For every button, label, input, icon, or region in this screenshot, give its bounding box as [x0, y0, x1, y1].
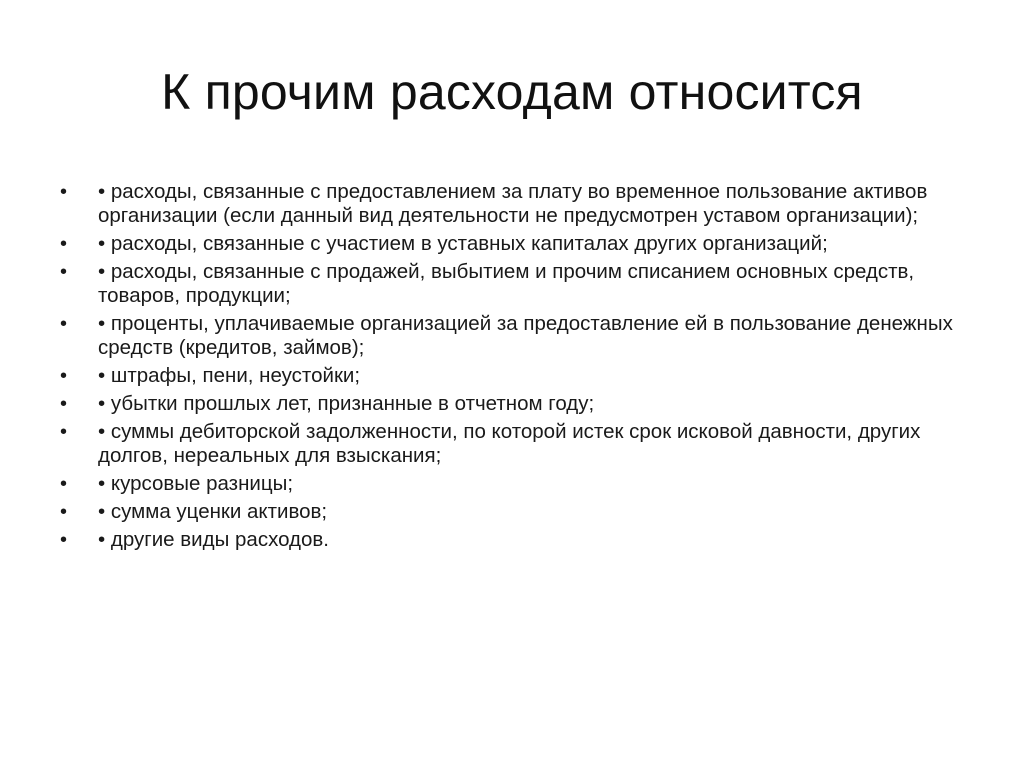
list-item — [58, 500, 978, 524]
list-item-text: • расходы, связанные с участием в уставных капиталах других организаций; — [98, 232, 828, 255]
slide-content — [58, 180, 978, 556]
list-item — [58, 180, 978, 228]
list-item-text: • расходы, связанные с предоставлением за плату во временное пользование активов организации (если данный вид деятельности не предусмотрен уставом организации); — [98, 180, 928, 227]
list-item-text: • сумма уценки активов; — [98, 500, 328, 523]
list-item — [58, 392, 978, 416]
list-item-text: • проценты, уплачиваемые организацией за предоставление ей в пользование денежных средств (кредитов, займов); — [98, 312, 953, 359]
bullet-icon: • — [60, 501, 68, 523]
bullet-icon: • — [60, 365, 68, 387]
list-item-text: • курсовые разницы; — [98, 472, 294, 495]
slide-title: К прочим расходам относится — [161, 64, 863, 120]
bullet-icon: • — [60, 181, 68, 203]
bullet-icon: • — [60, 393, 68, 415]
bullet-list — [58, 180, 978, 552]
list-item-text: • другие виды расходов. — [98, 528, 329, 551]
list-item — [58, 364, 978, 388]
list-item — [58, 472, 978, 496]
list-item — [58, 260, 978, 308]
list-item-text: • штрафы, пени, неустойки; — [98, 364, 361, 387]
bullet-icon: • — [60, 529, 68, 551]
list-item — [58, 312, 978, 360]
bullet-icon: • — [60, 233, 68, 255]
bullet-icon: • — [60, 261, 68, 283]
list-item — [58, 420, 978, 468]
bullet-icon: • — [60, 313, 68, 335]
bullet-icon: • — [60, 473, 68, 495]
bullet-icon: • — [60, 421, 68, 443]
list-item-text: • убытки прошлых лет, признанные в отчетном году; — [98, 392, 595, 415]
list-item — [58, 528, 978, 552]
list-item-text: • расходы, связанные с продажей, выбытием и прочим списанием основных средств, товаров, продукции; — [98, 260, 915, 307]
list-item — [58, 232, 978, 256]
list-item-text: • суммы дебиторской задолженности, по которой истек срок исковой давности, других долгов, нереальных для взыскания; — [98, 420, 921, 467]
